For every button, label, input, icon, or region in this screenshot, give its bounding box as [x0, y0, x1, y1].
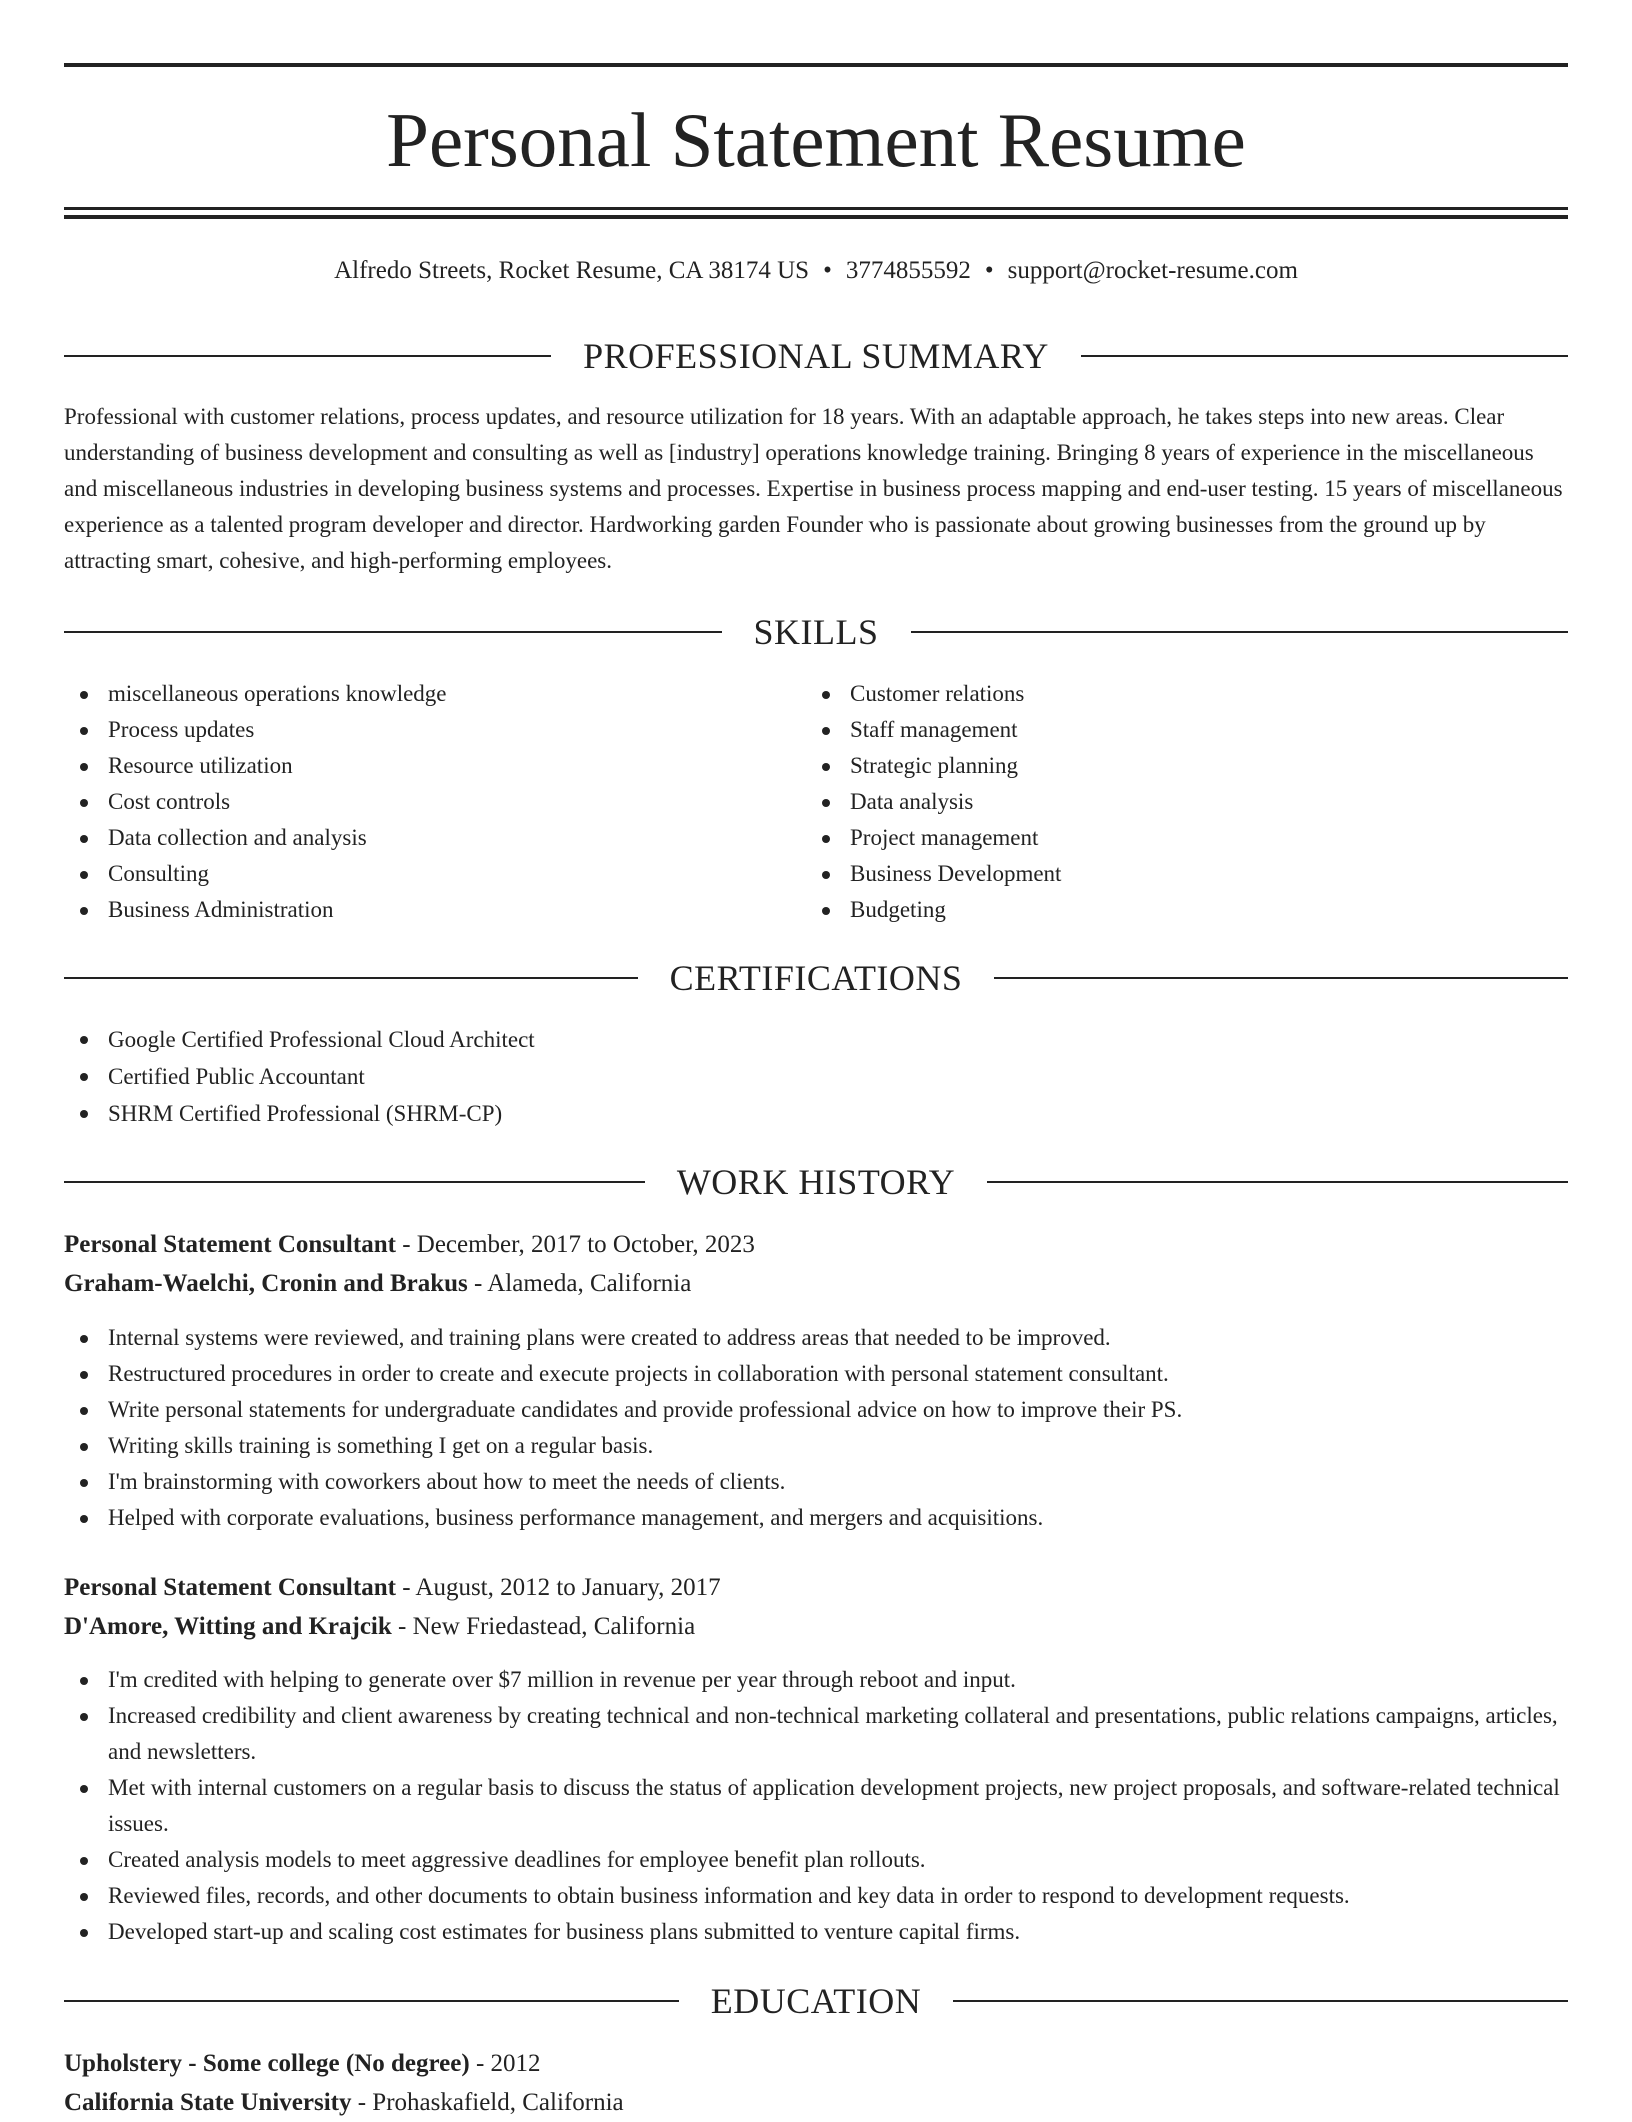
contact-address: Alfredo Streets, Rocket Resume, CA 38174 US: [334, 257, 810, 284]
contact-separator: •: [984, 257, 994, 284]
skill-item: Customer relations: [806, 676, 1546, 712]
job-dates: - December, 2017 to October, 2023: [402, 1231, 755, 1258]
job-title: Personal Statement Consultant: [64, 1574, 396, 1601]
job-company: D'Amore, Witting and Krajcik: [64, 1613, 392, 1640]
top-rule: [64, 63, 1568, 67]
job-company: Graham-Waelchi, Cronin and Brakus: [64, 1270, 468, 1297]
certifications-list: [64, 1021, 1568, 1132]
education-degree: Upholstery - Some college (No degree): [64, 2050, 470, 2077]
section-header-skills: [64, 610, 1568, 654]
skills-list-right: [806, 676, 1546, 928]
job-bullet: Internal systems were reviewed, and training plans were created to address areas that needed to be improved.: [64, 1320, 1568, 1356]
job-location: - New Friedastead, California: [398, 1613, 696, 1640]
job-title-line: [64, 1226, 1568, 1264]
skill-item: Process updates: [64, 712, 804, 748]
section-rule: [64, 977, 638, 979]
section-rule: [994, 977, 1568, 979]
skill-item: Business Administration: [64, 892, 804, 928]
education-degree-line: [64, 2045, 1568, 2083]
skill-item: Cost controls: [64, 784, 804, 820]
section-header-certifications: [64, 956, 1568, 1000]
education-year: - 2012: [475, 2050, 541, 2077]
job-bullet: Writing skills training is something I get on a regular basis.: [64, 1428, 1568, 1464]
resume-title: Personal Statement Resume: [386, 97, 1246, 183]
title-rule-lower: [64, 215, 1568, 219]
job-bullet: I'm brainstorming with coworkers about how to meet the needs of clients.: [64, 1464, 1568, 1500]
contact-line: [64, 254, 1568, 288]
skill-item: Consulting: [64, 856, 804, 892]
skill-item: Project management: [806, 820, 1546, 856]
section-rule: [987, 1181, 1568, 1183]
section-header-summary: [64, 334, 1568, 378]
skill-item: miscellaneous operations knowledge: [64, 676, 804, 712]
section-title: CERTIFICATIONS: [669, 958, 963, 998]
job-bullet: Helped with corporate evaluations, business performance management, and mergers and acquisitions.: [64, 1500, 1568, 1536]
skill-item: Resource utilization: [64, 748, 804, 784]
job-bullet: Met with internal customers on a regular basis to discuss the status of application development projects, new project proposals, and software-related technical issues.: [64, 1770, 1568, 1842]
skill-item: Data analysis: [806, 784, 1546, 820]
skills-list-left: [64, 676, 804, 928]
skill-item: Strategic planning: [806, 748, 1546, 784]
section-rule: [953, 2000, 1568, 2002]
section-rule: [911, 631, 1569, 633]
certification-item: SHRM Certified Professional (SHRM-CP): [64, 1095, 1568, 1132]
title-rule-upper: [64, 207, 1568, 210]
skill-item: Staff management: [806, 712, 1546, 748]
job-title-line: [64, 1569, 1568, 1607]
job-bullet: Created analysis models to meet aggressive deadlines for employee benefit plan rollouts.: [64, 1842, 1568, 1878]
section-rule: [64, 631, 722, 633]
contact-email: support@rocket-resume.com: [1007, 257, 1298, 284]
contact-separator: •: [823, 257, 832, 284]
job-company-line: [64, 1265, 1568, 1303]
section-rule: [64, 355, 551, 357]
section-title: SKILLS: [753, 612, 879, 652]
job-bullet: I'm credited with helping to generate over $7 million in revenue per year through reboot and input.: [64, 1662, 1568, 1698]
certification-item: Google Certified Professional Cloud Architect: [64, 1021, 1568, 1058]
job-bullet: Write personal statements for undergraduate candidates and provide professional advice on how to improve their PS.: [64, 1392, 1568, 1428]
education-school-line: [64, 2084, 1568, 2122]
job-bullet: Reviewed files, records, and other documents to obtain business information and key data in order to respond to development requests.: [64, 1878, 1568, 1914]
job-location: - Alameda, California: [474, 1270, 692, 1297]
section-rule: [1081, 355, 1568, 357]
job-bullet: Restructured procedures in order to create and execute projects in collaboration with personal statement consultant.: [64, 1356, 1568, 1392]
section-header-work-history: [64, 1160, 1568, 1204]
job-dates: - August, 2012 to January, 2017: [402, 1574, 721, 1601]
section-title: EDUCATION: [710, 1981, 922, 2021]
section-title: PROFESSIONAL SUMMARY: [583, 336, 1049, 376]
section-header-education: [64, 1979, 1568, 2023]
job-title: Personal Statement Consultant: [64, 1231, 396, 1258]
education-school: California State University: [64, 2089, 352, 2116]
section-rule: [64, 2000, 679, 2002]
section-title: WORK HISTORY: [676, 1162, 956, 1202]
skill-item: Budgeting: [806, 892, 1546, 928]
education-location: - Prohaskafield, California: [357, 2089, 624, 2116]
skill-item: Business Development: [806, 856, 1546, 892]
contact-phone: 3774855592: [845, 257, 971, 284]
skill-item: Data collection and analysis: [64, 820, 804, 856]
job-bullets: [64, 1662, 1568, 1950]
job-bullet: Increased credibility and client awareness by creating technical and non-technical marketing collateral and presentations, public relations campaigns, articles, and newsletters.: [64, 1698, 1568, 1770]
job-bullet: Developed start-up and scaling cost estimates for business plans submitted to venture capital firms.: [64, 1914, 1568, 1950]
job-company-line: [64, 1608, 1568, 1646]
summary-text: Professional with customer relations, process updates, and resource utilization for 18 years. With an adaptable approach, he takes steps into new areas. Clear understanding of business development and consulting as well as [industry] operations knowledge training. Bringing 8 years of experience in the miscellaneous and miscellaneous industries in developing business systems and processes. Expertise in business process mapping and end-user testing. 15 years of miscellaneous experience as a talented program developer and director. Hardworking garden Founder who is passionate about growing businesses from the ground up by attracting smart, cohesive, and high-performing employees.: [64, 404, 1563, 573]
job-bullets: [64, 1320, 1568, 1536]
section-rule: [64, 1181, 645, 1183]
certification-item: Certified Public Accountant: [64, 1058, 1568, 1095]
